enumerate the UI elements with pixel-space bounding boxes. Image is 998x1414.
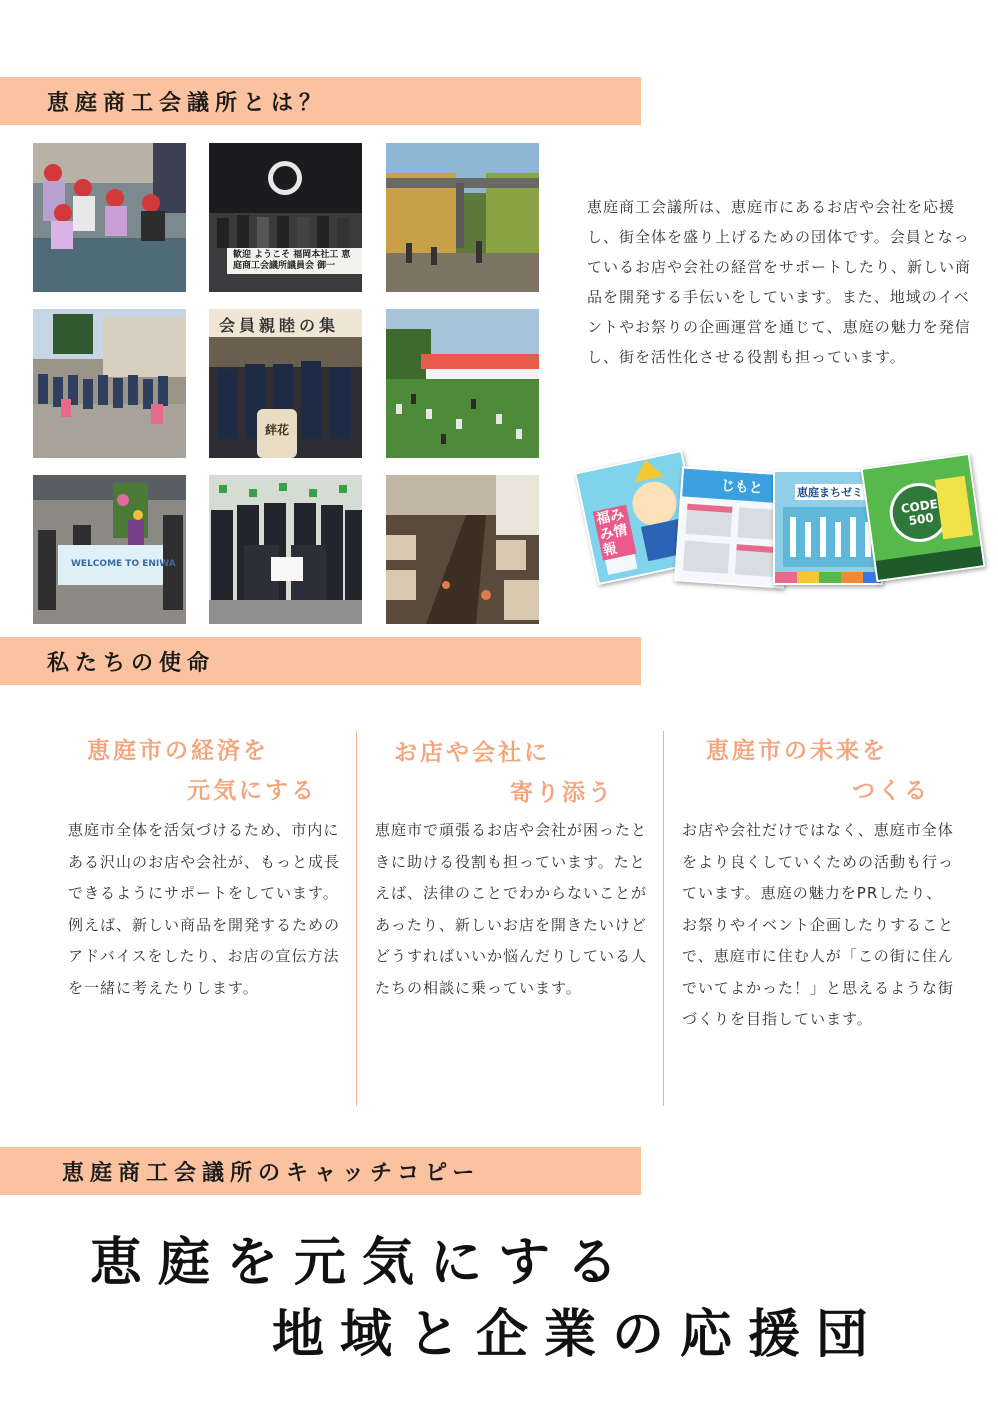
mission-heading-line1: 恵庭市の経済を — [87, 738, 269, 764]
barrel-text: 絆花 — [265, 423, 290, 437]
photo-banner-text: WELCOME TO ENIWA — [71, 559, 176, 569]
section-header-about — [0, 77, 641, 125]
section-title-about: 恵庭商工会議所とは？ — [47, 90, 328, 116]
photo-river-children — [33, 143, 186, 292]
photo-banner-text: 歓迎 ようこそ 福岡本社工 恵庭商工会議所議員会 御一 — [233, 250, 351, 271]
section-title-catchcopy: 恵庭商工会議所のキャッチコピー — [62, 1160, 481, 1186]
section-title-mission: 私たちの使命 — [47, 650, 216, 676]
section-header-catchcopy — [0, 1147, 641, 1195]
mission-body: 恵庭市全体を活気づけるため、市内にある沢山のお店や会社が、もっと成長できるようにサポートをしています。例えば、新しい商品を開発するためのアドバイスをしたり、お店の宣伝方法を一緒に考えたりします。 — [68, 821, 341, 997]
intro-paragraph: 恵庭商工会議所は、恵庭市にあるお店や会社を応援し、街全体を盛り上げるための団体です。会員となっているお店や会社の経営をサポートしたり、新しい商品を開発する手伝いをしています。また、地域のイベントやお祭りの企画運営を通じて、恵庭の魅力を発信し、街を活性化させる役割も担っています。 — [587, 198, 972, 366]
flyer-title: CODE 500 — [900, 496, 939, 528]
column-divider — [663, 731, 664, 1106]
flyer-title: 福みみ情報 — [593, 505, 637, 561]
photo-sake-barrel — [209, 309, 362, 458]
photo-dinner-meeting — [386, 475, 539, 624]
photo-school-group — [33, 309, 186, 458]
photo-welcome-group — [209, 143, 362, 292]
photo-festival-lawn — [386, 309, 539, 458]
mission-body: お店や会社だけではなく、恵庭市全体をより良くしていくための活動も行っています。恵庭の魅力をPRしたり、お祭りやイベント企画したりすることで、恵庭市に住む人が「この街に住んでいてよかった！」と思えるような街づくりを目指しています。 — [682, 821, 955, 1028]
mission-heading-line2: つくる — [852, 778, 930, 804]
photo-agreement-signing — [209, 475, 362, 624]
mission-heading-line1: お店や会社に — [394, 740, 550, 766]
flyer-title: 恵庭まちゼミ — [797, 486, 863, 499]
photo-forest-bridge — [386, 143, 539, 292]
photo-banner-text: 会員親睦の集 — [219, 316, 340, 335]
mission-heading-line2: 元気にする — [187, 778, 317, 804]
catchcopy-line1: 恵庭を元気にする — [90, 1233, 635, 1293]
mission-heading-line1: 恵庭市の未来を — [706, 738, 888, 764]
column-divider — [356, 731, 357, 1106]
section-header-mission — [0, 637, 641, 685]
flyer-title: じもと — [720, 478, 764, 497]
mission-body: 恵庭市で頑張るお店や会社が困ったときに助ける役割も担っています。たとえば、法律のことでわからないことがあったり、新しいお店を開きたいけどどうすればいいか悩んだりしている人たちの相談に乗っています。 — [375, 821, 648, 997]
flyer-code500 — [861, 453, 986, 582]
catchcopy-line2: 地域と企業の応援団 — [272, 1305, 885, 1365]
mission-heading-line2: 寄り添う — [510, 780, 614, 806]
photo-welcome-airport — [33, 475, 186, 624]
